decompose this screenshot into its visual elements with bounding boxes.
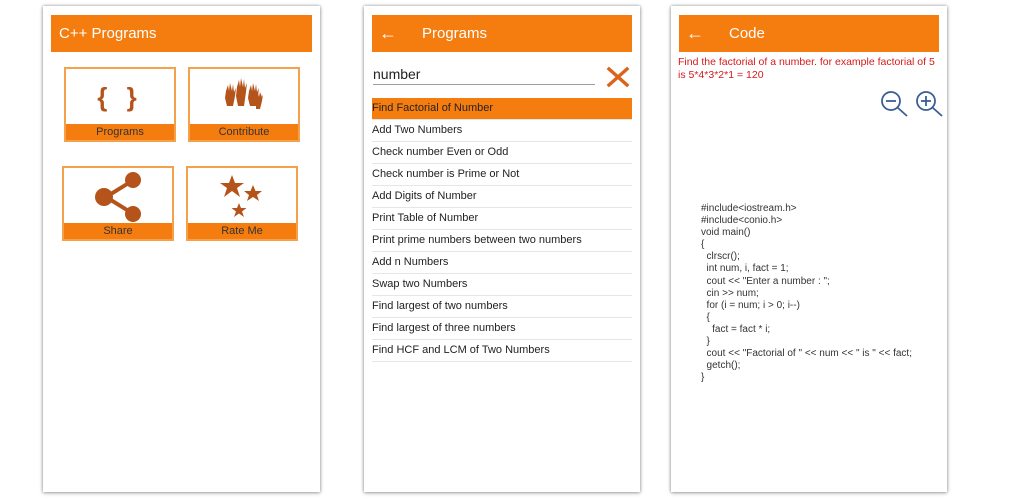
- programs-tile-label: Programs: [66, 124, 174, 140]
- back-arrow-icon[interactable]: ←: [379, 23, 397, 43]
- list-item[interactable]: Print prime numbers between two numbers: [372, 230, 632, 252]
- zoom-in-icon[interactable]: [915, 90, 945, 118]
- home-screen: [43, 6, 320, 492]
- rate-me-tile[interactable]: [186, 166, 298, 241]
- search-input[interactable]: [373, 64, 595, 85]
- close-icon[interactable]: [606, 66, 630, 88]
- raised-hands-icon: [190, 71, 298, 124]
- code-screen: [671, 6, 947, 492]
- list-item[interactable]: Find largest of three numbers: [372, 318, 632, 340]
- share-icon: [64, 170, 172, 223]
- code-block: #include<iostream.h> #include<conio.h> void main() { clrscr(); int num, i, fact = 1; cout << "Enter a number : "; cin >> num; for (i = num; i > 0; i--) { fact = fact * i; } cout << "Factorial of " << num << " is " << fact; getch(); }: [701, 203, 912, 384]
- list-item[interactable]: Find Factorial of Number: [372, 98, 632, 120]
- list-item[interactable]: Add Digits of Number: [372, 186, 632, 208]
- zoom-out-icon[interactable]: [880, 90, 910, 118]
- programs-app-bar: [372, 15, 632, 52]
- list-item[interactable]: Swap two Numbers: [372, 274, 632, 296]
- list-item[interactable]: Add Two Numbers: [372, 120, 632, 142]
- app-title: C++ Programs: [59, 25, 157, 42]
- stars-icon: [188, 170, 296, 223]
- list-item[interactable]: Print Table of Number: [372, 208, 632, 230]
- back-arrow-icon[interactable]: ←: [686, 23, 704, 43]
- list-item[interactable]: Add n Numbers: [372, 252, 632, 274]
- code-title: Code: [729, 25, 765, 42]
- programs-title: Programs: [422, 25, 488, 42]
- list-item[interactable]: Check number is Prime or Not: [372, 164, 632, 186]
- code-app-bar: [679, 15, 939, 52]
- contribute-tile-label: Contribute: [190, 124, 298, 140]
- list-item[interactable]: Check number Even or Odd: [372, 142, 632, 164]
- contribute-tile[interactable]: [188, 67, 300, 142]
- program-description: Find the factorial of a number. for example factorial of 5 is 5*4*3*2*1 = 120: [678, 56, 935, 81]
- programs-list: [372, 98, 632, 362]
- rate-me-tile-label: Rate Me: [188, 223, 296, 239]
- share-tile-label: Share: [64, 223, 172, 239]
- programs-tile[interactable]: [64, 67, 176, 142]
- list-item[interactable]: Find largest of two numbers: [372, 296, 632, 318]
- programs-screen: [364, 6, 640, 492]
- list-item[interactable]: Find HCF and LCM of Two Numbers: [372, 340, 632, 362]
- braces-icon: { }: [97, 82, 143, 112]
- home-app-bar: [51, 15, 312, 52]
- share-tile[interactable]: [62, 166, 174, 241]
